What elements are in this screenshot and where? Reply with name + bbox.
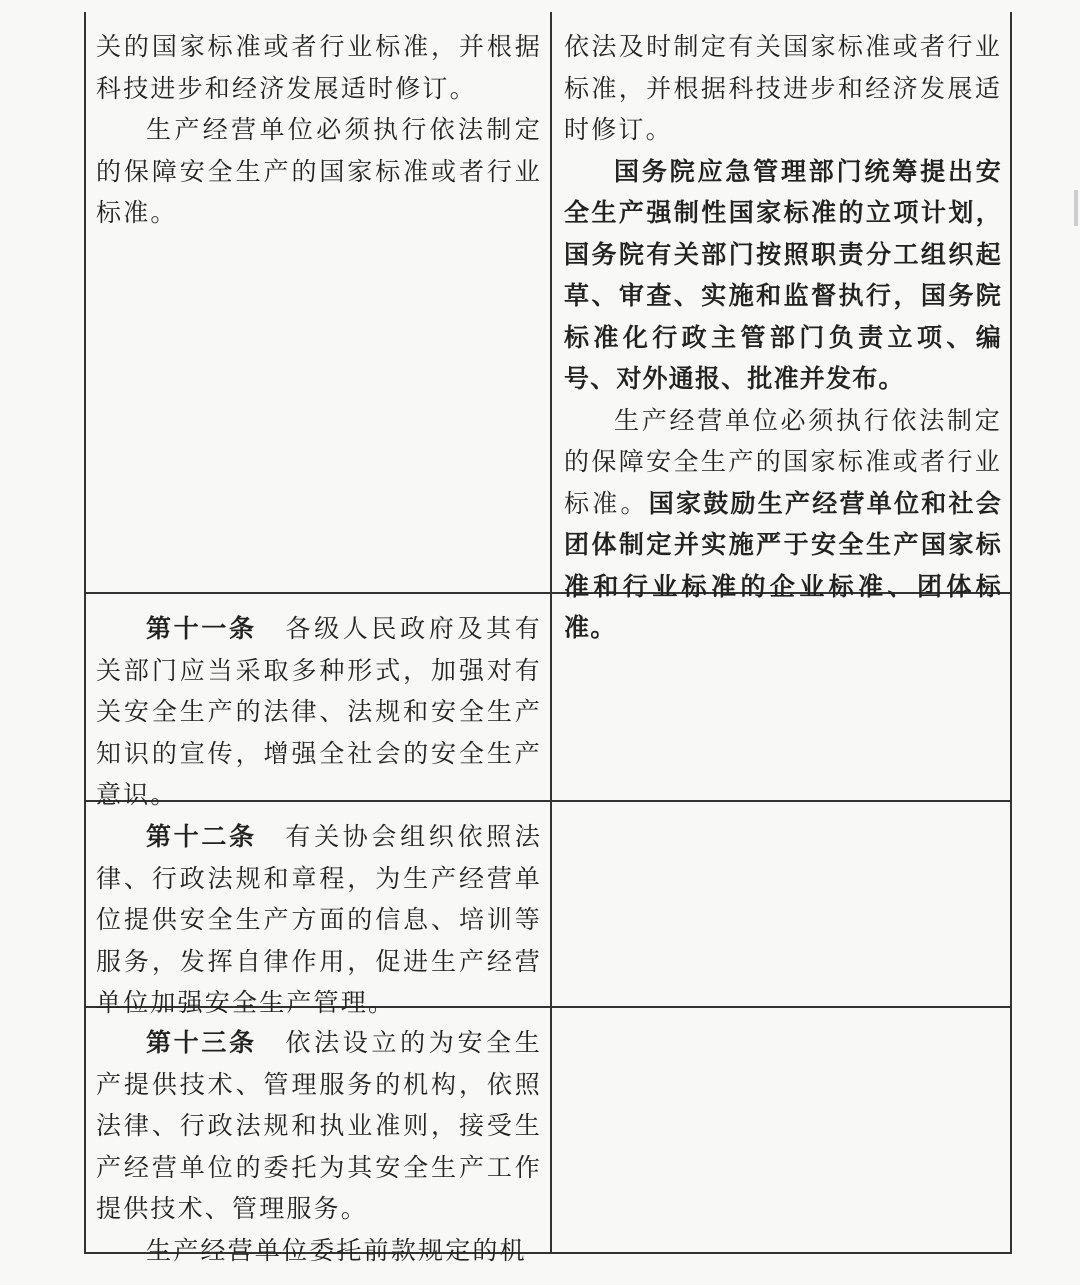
table-row bbox=[86, 594, 1010, 809]
paragraph bbox=[96, 608, 542, 816]
paragraph bbox=[96, 1022, 542, 1230]
article-text: 有关协会组织依照法律、行政法规和章程，为生产经营单位提供安全生产方面的信息、培训等服务，发挥自律作用，促进生产经营单位加强安全生产管理。 bbox=[96, 822, 542, 1017]
article-number: 第十三条 bbox=[146, 1028, 257, 1057]
paragraph-bold: 国务院应急管理部门统筹提出安全生产强制性国家标准的立项计划，国务院有关部门按照职责分工组织起草、审查、实施和监督执行，国务院标准化行政主管部门负责立项、编号、对外通报、批准并发布。 bbox=[564, 156, 1002, 393]
table-cell-revised bbox=[550, 594, 1010, 800]
table-cell-original bbox=[86, 1008, 550, 1265]
paragraph: 生产经营单位委托前款规定的机 bbox=[146, 1235, 527, 1265]
table-cell-revised bbox=[550, 1008, 1010, 1252]
text-normal: 生产经营单位必须执行依法制定的保障安全生产的国家标准或者行业标准。 bbox=[564, 405, 1002, 518]
paragraph bbox=[96, 816, 542, 1024]
article-text: 各级人民政府及其有关部门应当采取多种形式，加强对有关安全生产的法律、法规和安全生产知识的宣传，增强全社会的安全生产意识。 bbox=[96, 614, 542, 809]
table-cell-revised bbox=[550, 802, 1010, 1006]
page-edge-mark bbox=[1074, 190, 1078, 226]
comparison-table bbox=[84, 12, 1012, 1265]
text-bold: 国家鼓励生产经营单位和社会团体制定并实施严于安全生产国家标准和行业标准的企业标准、团体标准。 bbox=[564, 488, 1002, 642]
article-number: 第十二条 bbox=[146, 822, 257, 851]
article-text: 依法设立的为安全生产提供技术、管理服务的机构，依照法律、行政法规和执业准则，接受生产经营单位的委托为其安全生产工作提供技术、管理服务。 bbox=[96, 1028, 542, 1223]
table-cell-original bbox=[86, 802, 550, 1017]
table-cell-original bbox=[86, 594, 550, 809]
paragraph: 依法及时制定有关国家标准或者行业标准，并根据科技进步和经济发展适时修订。 bbox=[564, 32, 1002, 144]
paragraph: 生产经营单位必须执行依法制定的保障安全生产的国家标准或者行业标准。 bbox=[96, 115, 542, 227]
paragraph: 关的国家标准或者行业标准，并根据科技进步和经济发展适时修订。 bbox=[96, 32, 542, 103]
table-row bbox=[86, 1008, 1010, 1265]
article-number: 第十一条 bbox=[146, 614, 257, 643]
table-row bbox=[86, 802, 1010, 1017]
table-cell-revised bbox=[550, 12, 1010, 642]
table-cell-original bbox=[86, 12, 550, 592]
